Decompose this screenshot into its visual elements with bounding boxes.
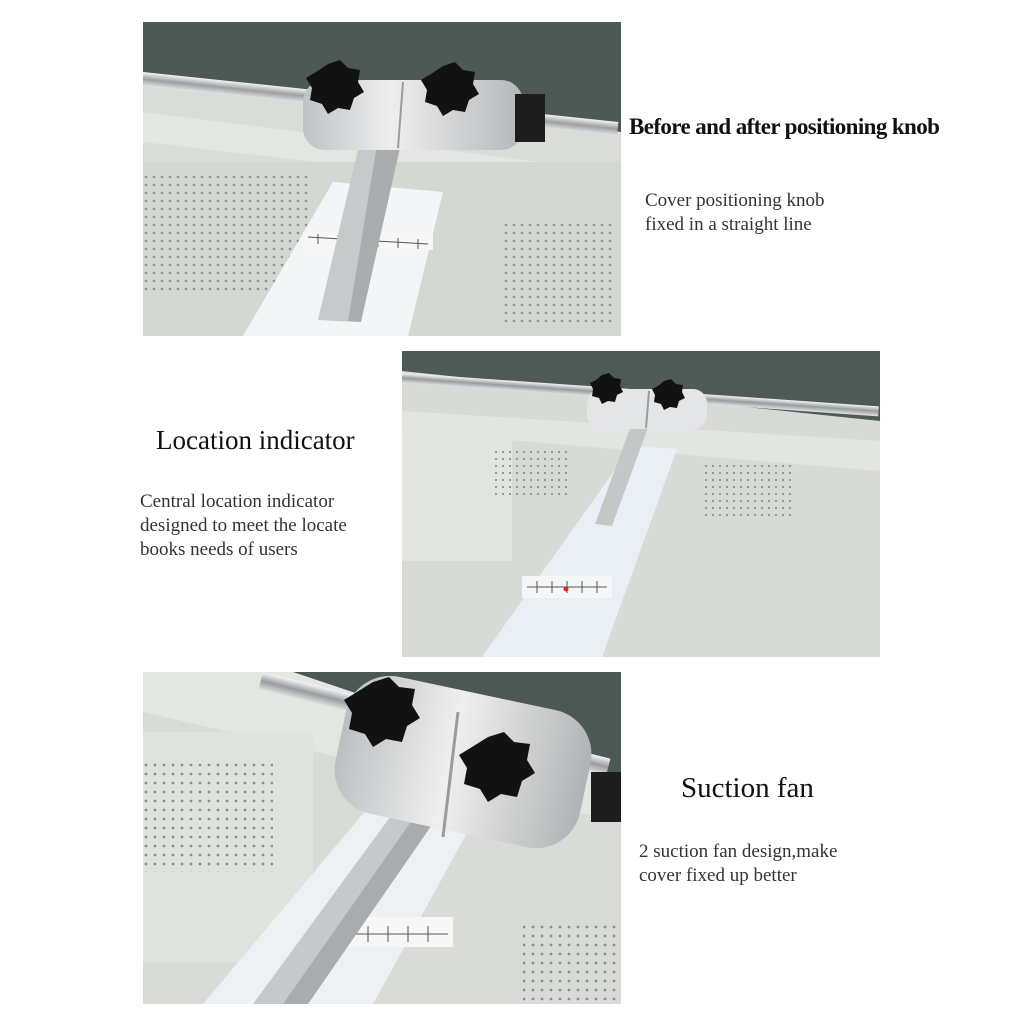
- section-description-location-indicator: [140, 490, 347, 562]
- positioning-knob-illustration: [143, 22, 621, 336]
- description-line: cover fixed up better: [639, 865, 797, 886]
- description-line: designed to meet the locate: [140, 515, 347, 536]
- location-indicator-illustration: [402, 351, 880, 657]
- section-heading-positioning-knob: Before and after positioning knob: [629, 114, 940, 139]
- section-description-suction-fan: [639, 840, 837, 888]
- photo-positioning-knob: [143, 22, 621, 336]
- description-line: fixed in a straight line: [645, 214, 812, 235]
- description-line: Central location indicator: [140, 491, 335, 512]
- section-heading-suction-fan: Suction fan: [681, 772, 814, 804]
- description-line: books needs of users: [140, 539, 298, 560]
- suction-fan-illustration: [143, 672, 621, 1004]
- photo-suction-fan: [143, 672, 621, 1004]
- description-line: 2 suction fan design,make: [639, 841, 838, 862]
- photo-location-indicator: [402, 351, 880, 657]
- description-line: Cover positioning knob: [645, 190, 825, 211]
- section-description-positioning-knob: [645, 189, 824, 237]
- section-heading-location-indicator: Location indicator: [156, 425, 355, 455]
